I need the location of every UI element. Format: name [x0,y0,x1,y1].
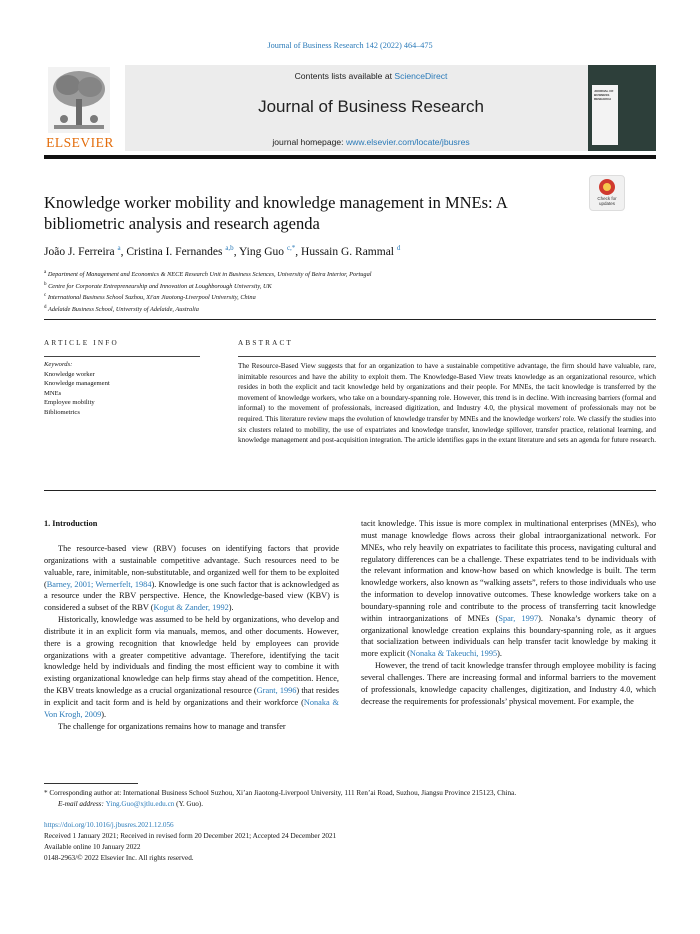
email-label: E-mail address: [58,800,106,809]
copyright-line: 0148-2963/© 2022 Elsevier Inc. All rights reserved. [44,853,194,862]
body-column-right [361,518,656,708]
keyword-item: Knowledge worker [44,370,95,378]
body-paragraph [44,543,339,614]
article-title: Knowledge worker mobility and knowledge management in MNEs: A bibliometric analysis and research agenda [44,193,507,233]
body-text: ). Knowledge is one such factor that is acknowledged as a resource under the RBV perspective. Hence, the Knowledge-based view (KBV) is considered a subset of the RBV ( [44,579,339,613]
keywords-list [44,360,200,418]
elsevier-logo [44,65,114,151]
affiliation-divider [44,319,656,320]
author-name[interactable]: Ying Guo [239,245,285,258]
affiliation-item [44,268,656,280]
author-affiliation-mark[interactable]: d [396,244,401,252]
body-paragraph [44,614,339,721]
elsevier-tree-icon [48,67,110,133]
citation-link[interactable]: Nonaka & Von Krogh, 2009 [44,697,339,719]
journal-title-box [125,65,617,151]
affiliation-mark: b [44,281,47,287]
citation-link[interactable]: Barney, 2001; Wernerfelt, 1984 [46,579,152,589]
cover-title: JOURNAL OF BUSINESS RESEARCH [594,89,614,101]
keyword-item: Bibliometrics [44,408,80,416]
author-name[interactable]: Cristina I. Fernandes [126,245,223,258]
citation-link[interactable]: Spar, 1997 [498,613,539,623]
doi-link[interactable]: https://doi.org/10.1016/j.jbusres.2021.12.056 [44,821,174,829]
abstract-heading: ABSTRACT [238,339,294,347]
affiliation-mark: a [44,270,47,275]
abstract-rule [238,356,656,357]
elsevier-wordmark: ELSEVIER [46,135,114,150]
email-suffix: (Y. Guo). [174,800,203,809]
homepage-prefix: journal homepage: [272,137,346,147]
keywords-label: Keywords: [44,361,73,368]
citation-link[interactable]: Nonaka & Takeuchi, 1995 [409,649,498,659]
available-online: Available online 10 January 2022 [44,842,141,851]
sciencedirect-link[interactable]: ScienceDirect [394,71,448,81]
keyword-item: Employee mobility [44,399,95,407]
homepage-line [125,137,617,147]
journal-cover-thumbnail[interactable] [588,65,656,151]
journal-homepage-link[interactable]: www.elsevier.com/locate/jbusres [345,137,470,147]
author-list: João J. Ferreira $^a$, Cristina I. Fernandes $^{a,b}$, Ying Guo $^{c,*}$, Hussain G. Rammal $^d$ [44,244,401,258]
affiliation-text: Centre for Corporate Entrepreneurship and Innovation at Loughborough University, UK [48,282,272,290]
author-name[interactable]: Hussain G. Rammal [301,245,394,258]
body-text: Historically, knowledge was assumed to be held by organizations, who develop and distribute it in an explicit form via manuals, memos, and other documents. However, there is a growing recognition that knowledge held by employees can provide organizations with a greater competitive advantage. Therefore, identifying the tacit knowledge held by individuals and finding the most efficient way to combine it with existing organizational knowledge can help firms stay ahead of the competition. Hence, the KBV treats knowledge as a crucial organizational resource ( [44,615,339,696]
author-name[interactable]: João J. Ferreira [44,245,115,258]
crossmark-icon [599,179,615,195]
check-for-updates-button[interactable] [589,175,625,211]
article-info-heading: ARTICLE INFO [44,339,119,347]
check-updates-label: Check for updates [597,196,617,206]
section-heading: 1. Introduction [44,519,98,528]
journal-citation-link[interactable]: Journal of Business Research 142 (2022) 464–475 [267,41,433,50]
body-text: ). [101,709,107,719]
body-text: ) that resides in explicit and tacit form and is held by organizations and their workforce ( [44,686,339,707]
corresponding-author-note: * Corresponding author at: International Business School Suzhou, Xi’an Jiaotong-Liverpool University, 111 Ren’ai Road, Suzhou, Jiangsu Province 215123, China. [44,789,517,797]
author-affiliation-mark[interactable]: a [117,244,121,252]
header-divider [44,155,656,159]
body-text: The resource-based view (RBV) focuses on identifying factors that provide organizations with a sustainable competitive advantage. Such resources need to be valuable, rare, inimitable, non-substitutable, and organized well for them to be exploited ( [44,544,339,589]
body-column-left [44,543,339,733]
contents-line [125,71,617,81]
article-info-rule [44,356,200,357]
citation-link[interactable]: Kogut & Zander, 1992 [153,603,229,613]
keyword-item: MNEs [44,389,62,397]
body-text: ). Nonaka’s dynamic theory of organizational knowledge creation explains this boundary-spanning role, as it argues that socialization between individuals can help transfer tacit knowledge by making it more explicit ( [361,613,657,659]
journal-title: Journal of Business Research [258,97,484,116]
body-paragraph: The challenge for organizations remains how to manage and transfer [58,721,286,731]
body-text: tacit knowledge. This issue is more complex in multinational enterprises (MNEs), who must manage knowledge flows across their global intraorganizational network. For MNEs, who rely heavily on expatriates to facilitate this process, navigating cultural and regulatory differences can be a challenge. These expatriates tend to be individuals with the relevant information and know-how based on which knowledge is built. The term knowledge workers, also known as “walking assets”, refers to those individuals who use the information to develop innovative outcomes. These knowledge workers take on a boundary-spanning role and contribute to the process of transferring tacit knowledge within intraorganizations of MNEs ( [361,519,656,623]
publication-info [44,820,656,864]
footnote-rule [44,783,138,784]
author-email-link[interactable]: Ying.Guo@xjtlu.edu.cn [105,800,175,809]
contents-prefix: Contents lists available at [294,71,395,81]
footnote [44,788,656,810]
body-paragraph [361,518,656,660]
body-paragraph: However, the trend of tacit knowledge transfer through employee mobility is facing several challenges. There are increasing formal and informal barriers to the movement of professionals, knowledge capacity challenges, digitization, and Industry 4.0, which decrease the requirements for professionals’ physical movement. For example, the [361,661,656,706]
affiliation-mark: c [44,293,47,299]
body-text: ). [497,649,502,659]
author-affiliation-mark[interactable]: c,* [286,244,296,252]
keyword-item: Knowledge management [44,380,110,388]
affiliation-list [44,268,656,314]
journal-masthead [44,65,656,155]
abstract-text: The Resource-Based View suggests that for an organization to have a sustainable competitive advantage, the firm should have valuable, rare, inimitable resources and have the ability to exploit them. The Knowledge-Based View treats knowledge as an organizational resource, which resides in both the explicit and tacit knowledge held by organizations and their people. For MNEs, the tacit knowledge is transferred by the movement of knowledge workers, who take on a boundary-spanning role. However, this trend is in decline. With increasing barriers (formal and informal) to the movement of professionals, increased digitization, and Industry 4.0, the physical movement of professionals may not be required. This literature review maps the evolution of knowledge transfer by MNEs and the knowledge workers' role. We classify the studies into six clusters related to mobility, the use of expatriates and knowledge transfer, knowledge spillover, transfer practice, relational learning, and knowledge management and post-acquisition integration. The article identifies gaps in the extant literature and sets an agenda for future research. [238,362,656,445]
author-affiliation-mark[interactable]: a,b [225,244,234,252]
email-line [44,799,656,810]
body-text: ). [228,603,234,613]
affiliation-item [44,291,656,303]
affiliation-text: International Business School Suzhou, Xi'an Jiaotong-Liverpool University, China [47,294,256,302]
abstract-divider [44,490,656,491]
affiliation-text: Department of Management and Economics & NECE Research Unit in Business Sciences, University of Beira Interior, Portugal [47,271,372,279]
affiliation-item [44,303,656,315]
affiliation-text: Adelaide Business School, University of Adelaide, Australia [47,305,199,313]
received-dates: Received 1 January 2021; Received in revised form 20 December 2021; Accepted 24 December 2021 [44,831,337,840]
affiliation-mark: d [44,304,47,310]
citation-link[interactable]: Grant, 1996 [256,686,297,696]
affiliation-item [44,280,656,292]
